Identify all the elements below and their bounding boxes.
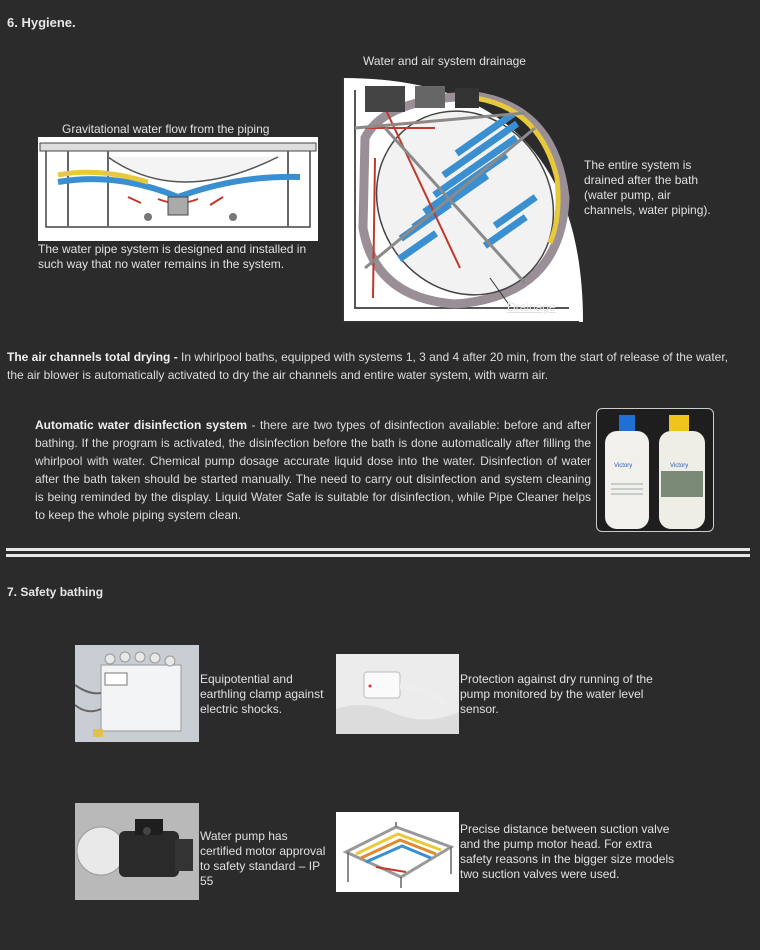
bottle-brand-left: Victory	[614, 463, 633, 469]
drying-paragraph	[7, 348, 747, 384]
disinfection-title: Automatic water disinfection system	[35, 418, 248, 432]
disinfection-bottles-image	[596, 408, 714, 532]
gravity-diagram	[38, 137, 318, 241]
section-heading-hygiene: 6. Hygiene.	[7, 15, 76, 30]
gravity-caption: Gravitational water flow from the piping	[62, 122, 270, 136]
disinfection-paragraph	[35, 416, 591, 524]
drying-text: In whirlpool baths, equipped with systems 1, 3 and 4 after 20 min, from the start of release of the water, the air blower is automatically activated to dry the air channels and entire water system, with warm air.	[7, 350, 728, 382]
drying-title: The air channels total drying -	[7, 350, 178, 364]
level-sensor-illustration	[336, 654, 459, 734]
safety-text-1: Equipotential and earthling clamp against electric shocks.	[200, 672, 324, 716]
entire-system-text: The entire system is drained after the bath (water pump, air channels, water piping).	[584, 158, 711, 217]
electrical-box-illustration	[75, 645, 199, 742]
water-pump-illustration	[75, 803, 199, 900]
electrical-box-image	[75, 645, 199, 742]
corner-bath-drainage-illustration	[325, 68, 583, 326]
safety-text-4: Precise distance between suction valve and the pump motor head. For extra safety reasons in the bigger size models two suction valves were used.	[460, 822, 675, 881]
drainage-caption: Water and air system drainage	[363, 54, 526, 68]
disinfection-text: - there are two types of disinfection available: before and after bathing. If the program is activated, the disinfection before the bath is done automatically after filling the whirlpool with water. Chemical pump dosage accurate liquid dose into the water. Disinfection of water after the bath taken should be started manually. The need to carry out disinfection and system cleaning is being reminded by the display. Liquid Water Safe is suitable for disinfection, while Pipe Cleaner helps to keep the whole piping system clean.	[35, 418, 591, 522]
section-heading-safety: 7. Safety bathing	[7, 585, 104, 599]
water-pump-image	[75, 803, 199, 900]
side-view-piping-illustration	[38, 137, 318, 241]
suction-valve-illustration	[336, 812, 459, 892]
bottle-brand-right: Victory	[670, 463, 689, 469]
safety-text-2: Protection against dry running of the pump monitored by the water level sensor.	[460, 672, 653, 716]
safety-text-3: Water pump has certified motor approval to safety standard – IP 55	[200, 829, 326, 888]
section-divider-bottom	[6, 554, 750, 557]
pipe-system-text: The water pipe system is designed and installed in such way that no water remains in the system.	[38, 242, 307, 271]
suction-valve-diagram	[336, 812, 459, 892]
level-sensor-image	[336, 654, 459, 734]
bottles-illustration	[597, 409, 713, 531]
drainage-diagram	[325, 68, 583, 326]
section-divider-top	[6, 548, 750, 551]
drainage-label: Drainage	[507, 300, 556, 314]
